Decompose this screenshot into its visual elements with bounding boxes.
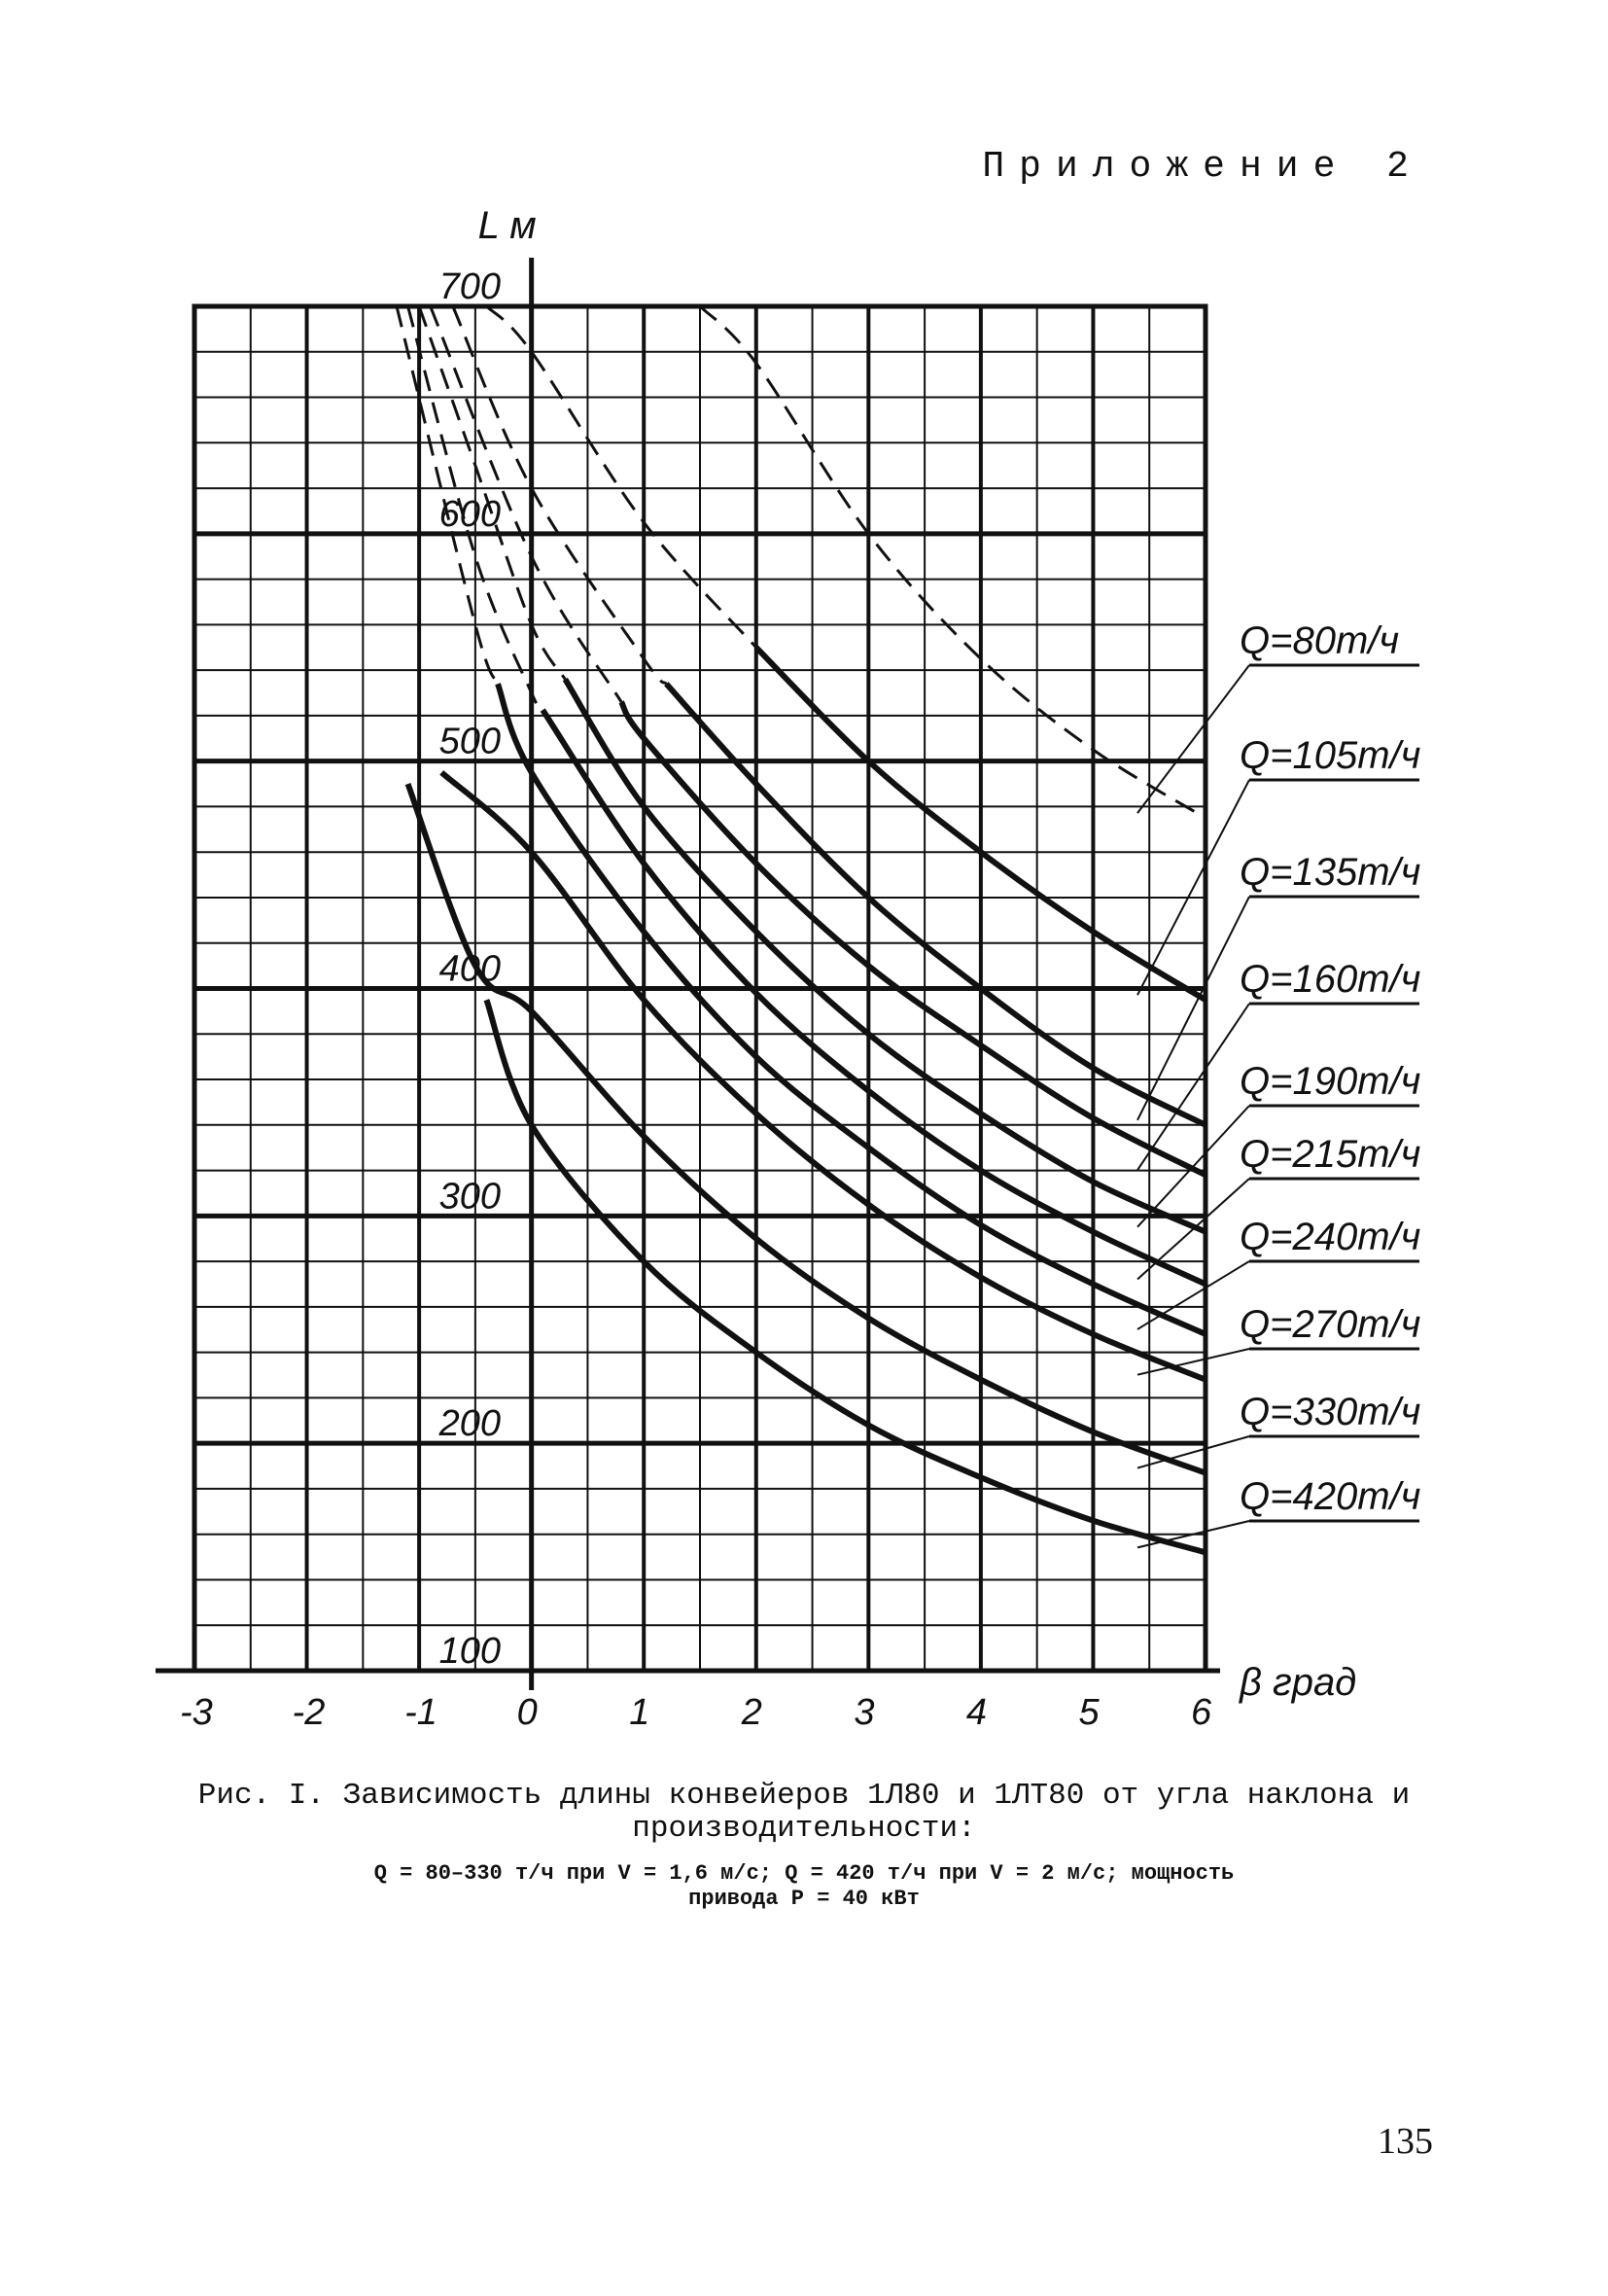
x-axis-title: β град	[1240, 1661, 1357, 1704]
x-tick-label: 3	[854, 1692, 875, 1733]
curve-solid	[666, 684, 1206, 1125]
x-tick-label: -2	[292, 1692, 326, 1733]
legend-leader-line	[1137, 1106, 1249, 1227]
caption-line-3: Q = 80–330 т/ч при V = 1,6 м/с; Q = 420 т/ч при V = 2 м/с; мощность	[373, 1861, 1235, 1886]
legend-label: Q=160т/ч	[1240, 958, 1421, 1001]
legend-label: Q=215т/ч	[1240, 1133, 1421, 1176]
curve-dashed	[419, 306, 565, 679]
y-tick-label: 100	[438, 1631, 502, 1672]
legend-leader-line	[1137, 1261, 1249, 1329]
legend-label: Q=240т/ч	[1240, 1216, 1421, 1258]
legend-label: Q=270т/ч	[1240, 1303, 1421, 1346]
x-tick-label: 4	[965, 1692, 988, 1733]
x-tick-label: -1	[404, 1692, 437, 1733]
y-tick-label: 600	[438, 493, 502, 535]
legend-label: Q=330т/ч	[1240, 1391, 1421, 1433]
legend-leader-line	[1137, 1179, 1249, 1279]
legend-leader-line	[1137, 665, 1249, 813]
page-header: Приложение 2	[982, 146, 1423, 188]
chart-curves	[397, 306, 1206, 1552]
x-tick-label: 1	[629, 1692, 650, 1733]
legend-label: Q=420т/ч	[1240, 1475, 1421, 1518]
y-tick-label: 200	[438, 1403, 502, 1445]
chart-grid	[194, 306, 1206, 1671]
chart-legend	[1137, 619, 1420, 1547]
caption-line-1: Рис. I. Зависимость длины конвейеров 1Л80 и 1ЛТ80 от угла наклона и	[197, 1779, 1411, 1813]
legend-label: Q=105т/ч	[1240, 734, 1421, 777]
legend-label: Q=190т/ч	[1240, 1060, 1421, 1103]
legend-label: Q=135т/ч	[1240, 851, 1421, 894]
page-number: 135	[1378, 2121, 1433, 2162]
curve-solid	[408, 784, 1206, 1473]
chart-tick-labels	[180, 204, 1356, 1733]
y-tick-label: 400	[438, 948, 502, 990]
caption-line-4: привода P = 40 кВт	[688, 1887, 920, 1911]
x-tick-label: 2	[741, 1692, 762, 1733]
x-tick-label: 0	[516, 1692, 538, 1733]
y-tick-label: 300	[438, 1176, 502, 1218]
y-tick-label: 700	[438, 266, 502, 307]
curve-dashed	[700, 306, 1206, 818]
y-axis-title: L м	[477, 204, 537, 247]
y-tick-label: 500	[438, 721, 502, 762]
figure-caption	[0, 1780, 1608, 1912]
caption-line-2: производительности:	[632, 1812, 976, 1846]
chart-axes	[156, 258, 1220, 1690]
x-tick-label: 5	[1078, 1692, 1100, 1733]
x-tick-label: -3	[180, 1692, 213, 1733]
legend-label: Q=80т/ч	[1240, 619, 1400, 662]
x-tick-label: 6	[1191, 1692, 1212, 1733]
